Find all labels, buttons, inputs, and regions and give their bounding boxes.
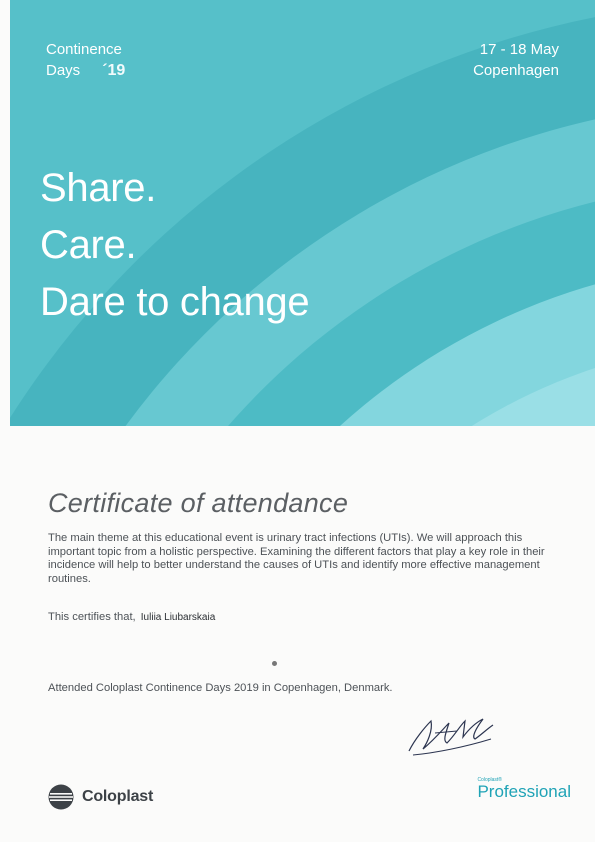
slogan-line-3: Dare to change [40, 280, 310, 324]
certifies-label: This certifies that, [48, 611, 136, 623]
stamp-dot [272, 661, 277, 666]
event-name [46, 39, 125, 81]
slogan-line-1: Share. [40, 166, 157, 210]
attendee-name: Iuliia Liubarskaia [140, 612, 216, 623]
coloplast-logo-icon [48, 784, 74, 810]
attended-statement: Attended Coloplast Continence Days 2019 in Copenhagen, Denmark. [48, 682, 393, 694]
certificate-title: Certificate of attendance [48, 488, 349, 518]
slogan-line-2: Care. [40, 223, 137, 267]
coloplast-professional-logo [477, 777, 571, 801]
signature-image [405, 709, 497, 759]
event-dates: 17 - 18 May [479, 41, 559, 58]
event-when [473, 39, 559, 81]
slogan [40, 160, 309, 331]
pro-logo-text: Professional [477, 782, 571, 801]
hero-banner [10, 0, 595, 426]
coloplast-logo [48, 784, 153, 810]
certificate-description: The main theme at this educational event is urinary tract infections (UTIs). We will approach this important topic from a holistic perspective. Examining the different factors that play a key role in their incidence will help to better understand the causes of UTIs and identify more effective management routines. [48, 532, 545, 585]
event-name-line2: Days [46, 62, 81, 79]
coloplast-logo-text: Coloplast [82, 788, 154, 805]
event-name-line1: Continence [46, 41, 122, 58]
event-city: Copenhagen [473, 62, 559, 79]
certifies-line [48, 611, 215, 623]
event-year: ´19 [102, 62, 126, 79]
certificate-body [0, 426, 595, 842]
pro-logo-brand: Coloplast® [477, 777, 502, 783]
